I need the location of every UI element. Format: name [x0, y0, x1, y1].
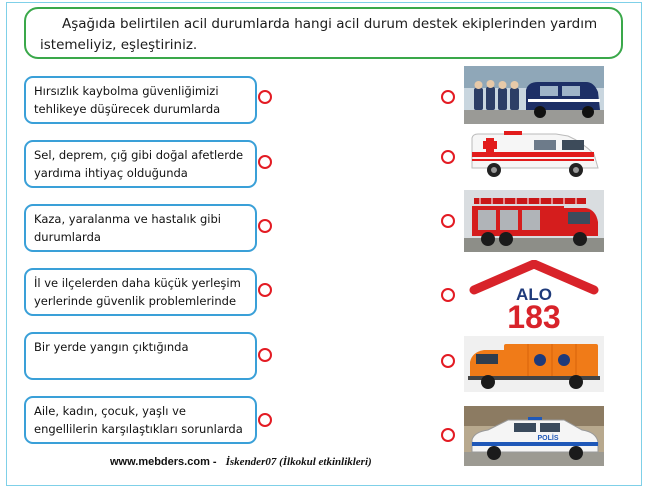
situation-box-rural-security — [24, 268, 257, 316]
fire-truck-icon — [464, 190, 604, 252]
footer — [110, 456, 372, 468]
situation-box-disaster — [24, 140, 257, 188]
footer-author: İskender07 (İlkokul etkinlikleri) — [225, 456, 372, 468]
situation-text: Sel, deprem, çığ gibi doğal afetlerde yardıma ihtiyaç olduğunda — [34, 148, 244, 180]
situation-box-accident — [24, 204, 257, 252]
alo-number: 183 — [507, 299, 561, 332]
match-circle-left-6[interactable] — [258, 413, 272, 427]
footer-site: www.mebders.com - — [110, 456, 217, 468]
instruction-box — [24, 7, 623, 59]
match-circle-right-3[interactable] — [441, 214, 455, 228]
gendarmerie-vehicle-icon — [464, 66, 604, 124]
situation-text: Hırsızlık kaybolma güvenliğimizi tehlikeye düşürecek durumlarda — [34, 84, 221, 116]
situation-text: İl ve ilçelerden daha küçük yerleşim yerlerinde güvenlik problemlerinde — [34, 276, 241, 308]
afad-rescue-truck-icon — [464, 336, 604, 392]
match-circle-left-1[interactable] — [258, 90, 272, 104]
match-circle-right-4[interactable] — [441, 288, 455, 302]
situation-box-theft — [24, 76, 257, 124]
instruction-text: Aşağıda belirtilen acil durumlarda hangi acil durum destek ekiplerinden yardım istemeliyiz, eşleştiriniz. — [40, 16, 598, 53]
match-circle-left-2[interactable] — [258, 155, 272, 169]
situation-text: Bir yerde yangın çıktığında — [34, 340, 189, 354]
match-circle-left-5[interactable] — [258, 348, 272, 362]
match-circle-right-6[interactable] — [441, 428, 455, 442]
match-circle-right-5[interactable] — [441, 354, 455, 368]
situation-text: Kaza, yaralanma ve hastalık gibi durumlarda — [34, 212, 221, 244]
alo-text: ALO — [516, 285, 552, 304]
alo-183-logo — [464, 260, 604, 332]
police-car-icon — [464, 406, 604, 466]
ambulance-icon — [464, 128, 604, 180]
police-label: POLİS — [537, 435, 559, 442]
situation-text: Aile, kadın, çocuk, yaşlı ve engellilerin karşılaştıkları sorunlarda — [34, 404, 243, 436]
match-circle-left-3[interactable] — [258, 219, 272, 233]
situation-box-fire — [24, 332, 257, 380]
match-circle-left-4[interactable] — [258, 283, 272, 297]
match-circle-right-2[interactable] — [441, 150, 455, 164]
situation-box-family-problems — [24, 396, 257, 444]
match-circle-right-1[interactable] — [441, 90, 455, 104]
